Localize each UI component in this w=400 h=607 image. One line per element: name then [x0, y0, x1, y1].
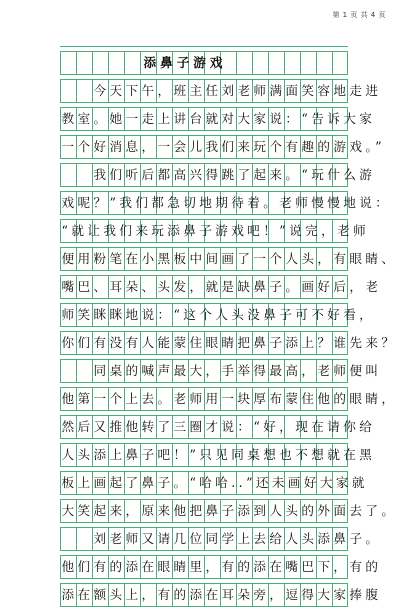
- text-line: [60, 494, 398, 522]
- text-line: [60, 578, 382, 606]
- paragraph-line: 刘老师又请几位同学上去给人头添鼻子。: [93, 531, 382, 547]
- text-line: [60, 214, 370, 242]
- text-line: [60, 438, 376, 466]
- paragraph-line: 他第一个上去。老师用一块厚布蒙住他的眼睛，: [61, 391, 398, 407]
- paragraph-line: 然后又推他转了三圈才说：“好，现在请你给: [61, 419, 376, 435]
- paragraph-line: 我们听后都高兴得跳了起来。“玩什么游: [93, 167, 376, 183]
- text-line: [60, 242, 398, 270]
- paragraph-line: 大笑起来，原来他把鼻子添到人头的外面去了。: [61, 503, 398, 519]
- text-line: [60, 102, 376, 130]
- paragraph-line: 今天下午，班主任刘老师满面笑容地走进: [93, 83, 382, 99]
- paragraph-line: 人头添上鼻子吧！”只见同桌想也不想就在黑: [61, 447, 376, 463]
- paragraph-line: 板上画起了鼻子。“哈哈..”还未画好大家就: [61, 475, 368, 491]
- manuscript-grid-sheet: [60, 46, 398, 603]
- text-line: [60, 326, 398, 354]
- paragraph-line: 一个好消息，一会儿我们来玩个有趣的游戏。”: [61, 139, 385, 155]
- paragraph-line: 师笑眯眯地说：“这个人头没鼻子可不好看，: [61, 307, 376, 323]
- paragraph-line: 便用粉笔在小黑板中间画了一个人头，有眼睛、: [61, 251, 398, 267]
- text-line: [60, 410, 376, 438]
- text-line: [60, 382, 398, 410]
- paragraph-line: 教室。她一走上讲台就对大家说：“告诉大家: [61, 111, 376, 127]
- paragraph-line: “就让我们来玩添鼻子游戏吧！”说完，老师: [61, 223, 370, 239]
- document-title: 添鼻子游戏: [143, 55, 227, 71]
- text-line: [60, 466, 368, 494]
- text-line: [60, 522, 382, 550]
- text-line: [60, 158, 376, 186]
- paragraph-line: 他们有的添在眼睛里，有的添在嘴巴下，有的: [61, 559, 382, 575]
- paragraph-line: 同桌的喊声最大，手举得最高，老师便叫: [93, 363, 382, 379]
- paragraph-line: 嘴巴、耳朵、头发，就是缺鼻子。画好后，老: [61, 279, 382, 295]
- text-line: [60, 186, 392, 214]
- text-line: [60, 130, 385, 158]
- paragraph-line: 你们有没有人能蒙住眼睛把鼻子添上？谁先来？: [61, 335, 398, 351]
- title-row: [60, 46, 348, 74]
- text-line: [60, 354, 382, 382]
- page-number: 第 1 页 共 4 页: [332, 11, 386, 19]
- text-line: [60, 74, 382, 102]
- text-line: [60, 270, 382, 298]
- paragraph-line: 添在额头上，有的添在耳朵旁，逗得大家捧腹: [61, 587, 382, 603]
- paragraph-line: 戏呢？”我们都急切地期待着。老师慢慢地说：: [61, 195, 392, 211]
- text-line: [60, 550, 382, 578]
- text-line: [60, 298, 376, 326]
